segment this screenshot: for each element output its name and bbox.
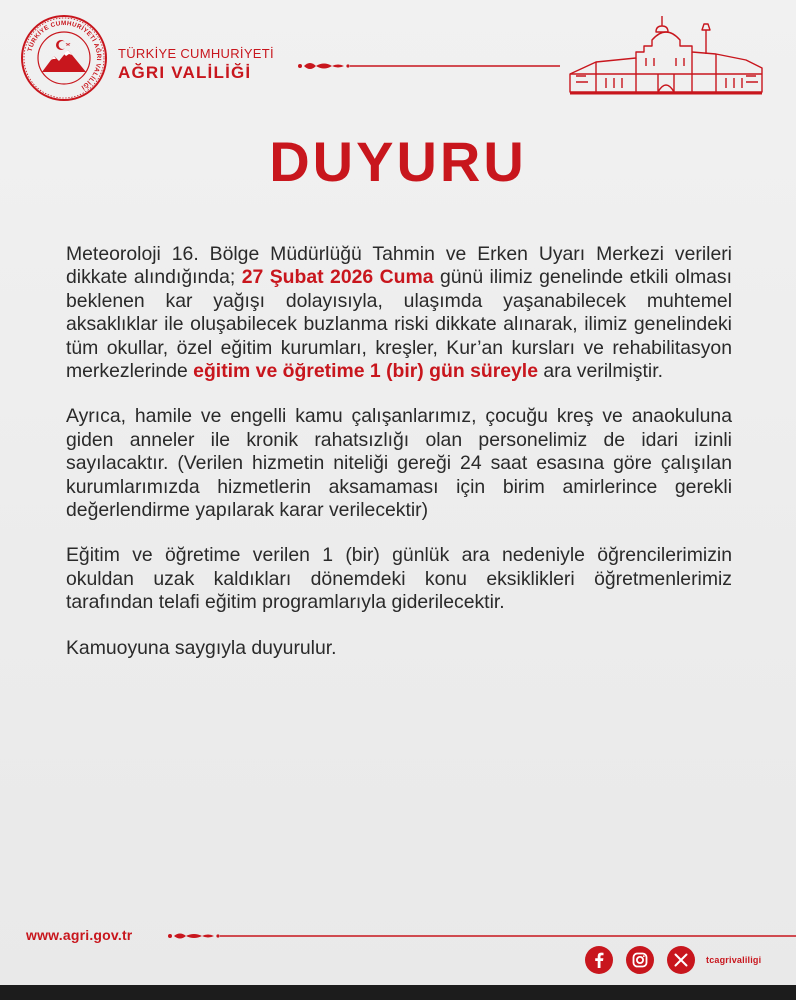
x-icon[interactable] [667, 946, 695, 974]
instagram-icon[interactable] [626, 946, 654, 974]
p1-text-c: günü ilimiz genelinde etkili olması beklenen kar yağışı dolayısıyla, ulaşımda yaşanabilecek muhtemel aksaklıklar ile oluşabilecek buzlanma riski dikkate alınarak, ilimiz genelindeki tüm okullar, özel eğitim kurumları, kreşler, Kur’an kursları ve rehabilitasyon merkezlerinde [66, 266, 733, 383]
header-governorship-text: AĞRI VALİLİĞİ [118, 63, 252, 82]
seal-text: TÜRKİYE CUMHURİYETİ AĞRI VALİLİĞİ [26, 19, 103, 91]
paragraph-3: Eğitim ve öğretime verilen 1 (bir) günlük ara nedeniyle öğrencilerimizin okuldan uzak kaldıkları dönemdeki konu eksiklikleri öğretmenlerimiz tarafından telafi eğitim programlarıyla giderilecektir. [66, 544, 732, 614]
paragraph-4: Kamuoyuna saygıyla duyurulur. [66, 636, 337, 659]
header-country-text: TÜRKİYE CUMHURİYETİ [118, 46, 274, 61]
website-link[interactable]: www.agri.gov.tr [26, 927, 133, 943]
facebook-icon[interactable] [585, 946, 613, 974]
footer-ornament-divider [166, 929, 796, 943]
agri-governorship-seal [20, 14, 108, 102]
p1-text-e: ara verilmiştir. [537, 360, 663, 383]
page-title: DUYURU [269, 130, 527, 193]
p1-duration-highlight: eğitim ve öğretime 1 (bir) gün süreyle [193, 360, 538, 383]
p1-date-highlight: 27 Şubat 2026 Cuma [241, 266, 434, 289]
announcement-body [66, 243, 732, 682]
paragraph-1 [66, 243, 732, 383]
p1-text-a: Meteoroloji 16. Bölge Müdürlüğü Tahmin ve Erken Uyarı Merkezi verileri dikkate alındığında; [66, 243, 732, 289]
ishak-pasha-palace-illustration [566, 12, 766, 100]
paragraph-2: Ayrıca, hamile ve engelli kamu çalışanlarımız, çocuğu kreş ve anaokuluna giden anneler ile kronik rahatsızlığı olan personelimiz de idari izinli sayılacaktır. (Verilen hizmetin niteliği gereği 24 saat esasına göre çalışılan kurumlarımızda hizmetlerin aksamaması için birim amirlerince gerekli değerlendirme yapılarak karar verilecektir) [66, 405, 732, 522]
bottom-bar [0, 985, 796, 1000]
header-org-name [118, 46, 274, 83]
social-handle: tcagrivaliligi [706, 955, 762, 965]
header-ornament-divider [296, 58, 562, 74]
